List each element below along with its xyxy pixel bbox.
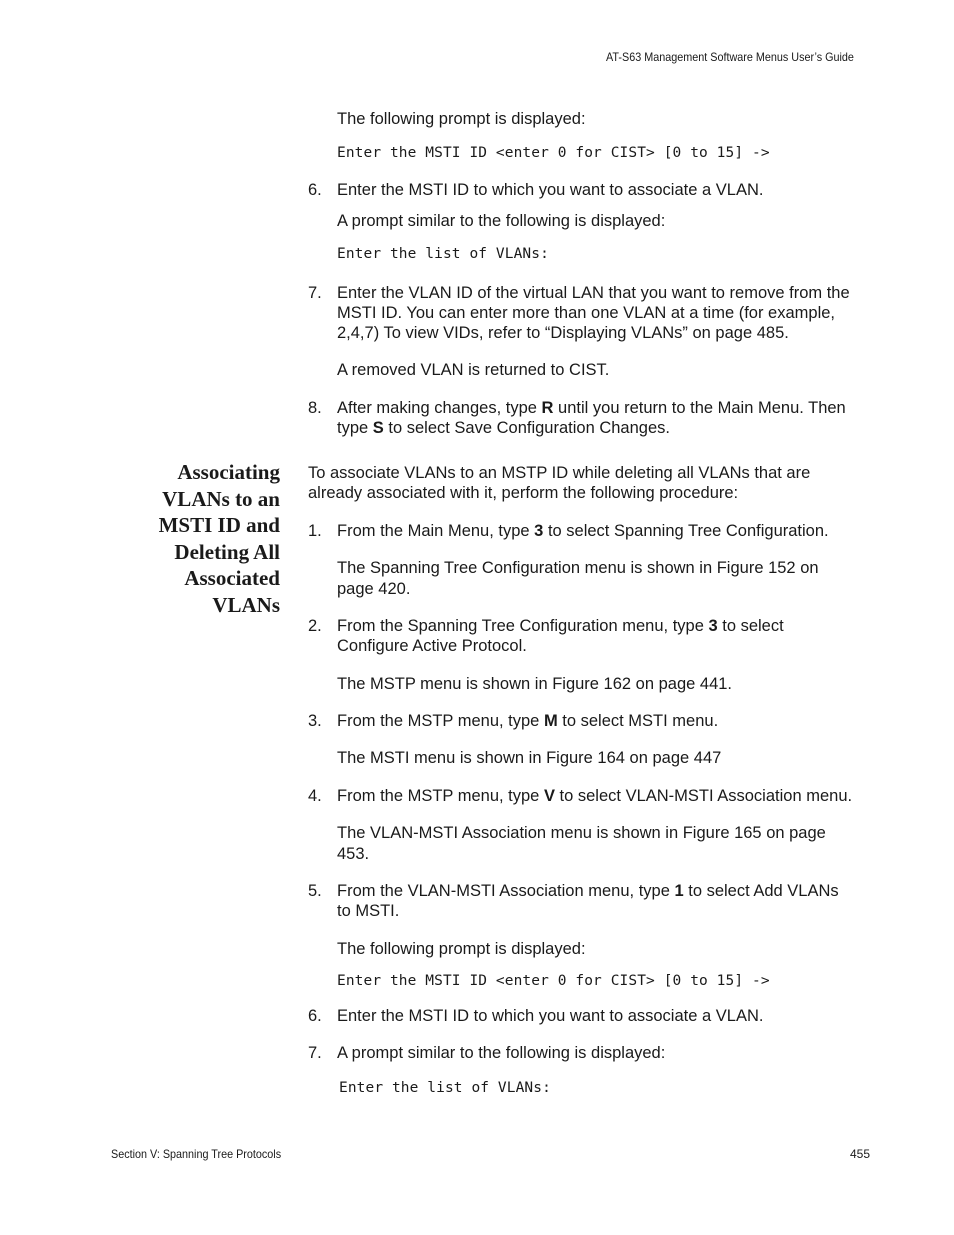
intro-line: To associate VLANs to an MSTP ID while deleting all VLANs that are xyxy=(308,464,811,482)
running-header: AT-S63 Management Software Menus User’s Guide xyxy=(606,50,854,64)
step-subtext: The MSTI menu is shown in Figure 164 on page 447 xyxy=(337,749,722,767)
step-text-line: Enter the VLAN ID of the virtual LAN that you want to remove from the xyxy=(337,284,850,302)
key-label: 3 xyxy=(534,522,544,540)
key-label: R xyxy=(541,399,554,417)
step-text: From the Main Menu, type 3 to select Spanning Tree Configuration. xyxy=(337,522,829,540)
key-label: 3 xyxy=(708,617,718,635)
step-number: 7. xyxy=(308,1044,322,1062)
step-subtext: A prompt similar to the following is displayed: xyxy=(337,212,666,230)
step-subtext: The VLAN-MSTI Association menu is shown in Figure 165 on page xyxy=(337,824,826,842)
step-subtext: The MSTP menu is shown in Figure 162 on page 441. xyxy=(337,675,733,693)
key-label: M xyxy=(543,712,558,730)
step-text-line: After making changes, type R until you return to the Main Menu. Then xyxy=(337,399,846,417)
key-label: V xyxy=(543,787,555,805)
key-label: S xyxy=(372,419,384,437)
step-subtext: The Spanning Tree Configuration menu is shown in Figure 152 on xyxy=(337,559,819,577)
step-number: 3. xyxy=(308,712,322,730)
prompt-code: Enter the list of VLANs: xyxy=(339,1080,551,1096)
section-heading: Associating VLANs to an MSTI ID and Deleting All Associated VLANs xyxy=(158,460,280,617)
step-text: From the MSTP menu, type M to select MSTI menu. xyxy=(337,712,719,730)
key-label: 1 xyxy=(674,882,684,900)
step-subtext: 453. xyxy=(337,845,370,863)
step-text: From the VLAN-MSTI Association menu, type 1 to select Add VLANs xyxy=(337,882,839,900)
prompt-intro: The following prompt is displayed: xyxy=(337,110,586,128)
step-number: 8. xyxy=(308,399,322,417)
footer-section: Section V: Spanning Tree Protocols xyxy=(111,1147,282,1161)
step-text: From the Spanning Tree Configuration menu, type 3 to select xyxy=(337,617,784,635)
step-text-line: to MSTI. xyxy=(337,902,400,920)
prompt-code: Enter the list of VLANs: xyxy=(337,246,549,262)
step-text: Enter the MSTI ID to which you want to associate a VLAN. xyxy=(337,181,764,199)
prompt-code: Enter the MSTI ID <enter 0 for CIST> [0 to 15] -> xyxy=(337,145,770,161)
step-subtext: A removed VLAN is returned to CIST. xyxy=(337,361,610,379)
step-number: 2. xyxy=(308,617,322,635)
step-number: 4. xyxy=(308,787,322,805)
prompt-code: Enter the MSTI ID <enter 0 for CIST> [0 to 15] -> xyxy=(337,973,770,989)
step-number: 1. xyxy=(308,522,322,540)
page-number: 455 xyxy=(850,1147,871,1161)
step-text-line: type S to select Save Configuration Changes. xyxy=(337,419,670,437)
step-text: Enter the MSTI ID to which you want to associate a VLAN. xyxy=(337,1007,764,1025)
step-text: From the MSTP menu, type V to select VLAN-MSTI Association menu. xyxy=(337,787,853,805)
step-number: 5. xyxy=(308,882,322,900)
step-subtext: page 420. xyxy=(337,580,411,598)
step-text-line: MSTI ID. You can enter more than one VLAN at a time (for example, xyxy=(337,304,835,322)
step-text-line: Configure Active Protocol. xyxy=(337,637,527,655)
step-number: 7. xyxy=(308,284,322,302)
step-number: 6. xyxy=(308,181,322,199)
intro-line: already associated with it, perform the following procedure: xyxy=(308,484,739,502)
step-subtext: The following prompt is displayed: xyxy=(337,940,586,958)
step-text: A prompt similar to the following is displayed: xyxy=(337,1044,666,1062)
step-number: 6. xyxy=(308,1007,322,1025)
step-text-line: 2,4,7) To view VIDs, refer to “Displaying VLANs” on page 485. xyxy=(337,324,789,342)
